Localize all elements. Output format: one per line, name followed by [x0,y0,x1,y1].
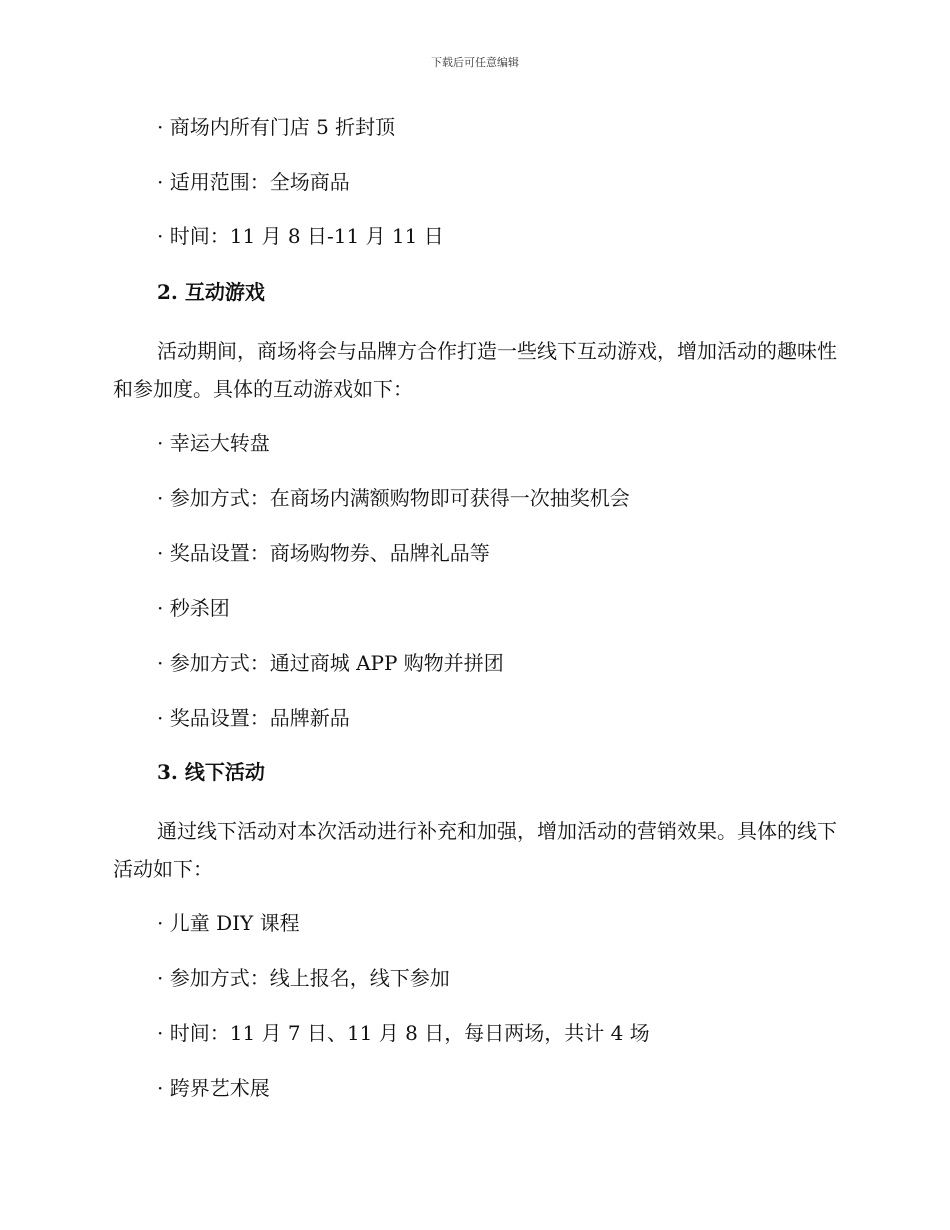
offline-art-exhibition: · 跨界艺术展 [157,1076,270,1100]
page-header-note: 下载后可任意编辑 [431,56,519,69]
discount-cap-item: · 商场内所有门店 5 折封顶 [157,115,396,139]
scope-item: · 适用范围：全场商品 [157,170,350,194]
section-heading-offline-activities: 3. 线下活动 [157,760,265,784]
game-lucky-wheel-method: · 参加方式：在商场内满额购物即可获得一次抽奖机会 [157,486,630,510]
game-lucky-wheel-prizes: · 奖品设置：商场购物券、品牌礼品等 [157,541,490,565]
game-lucky-wheel: · 幸运大转盘 [157,431,270,455]
offline-kids-diy-method: · 参加方式：线上报名，线下参加 [157,966,450,990]
offline-activities-paragraph: 通过线下活动对本次活动进行补充和加强，增加活动的营销效果。具体的线下活动如下： [113,819,837,881]
offline-kids-diy-time: · 时间：11 月 7 日、11 月 8 日，每日两场，共计 4 场 [157,1021,650,1045]
time-item: · 时间：11 月 8 日-11 月 11 日 [157,224,444,248]
game-flash-group-method: · 参加方式：通过商城 APP 购物并拼团 [157,651,504,675]
interactive-games-paragraph: 活动期间，商场将会与品牌方合作打造一些线下互动游戏，增加活动的趣味性和参加度。具体的互动游戏如下： [113,339,837,401]
game-flash-group: · 秒杀团 [157,596,230,620]
game-flash-group-prizes: · 奖品设置：品牌新品 [157,706,350,730]
section-heading-interactive-games: 2. 互动游戏 [157,280,265,304]
offline-kids-diy: · 儿童 DIY 课程 [157,911,300,935]
